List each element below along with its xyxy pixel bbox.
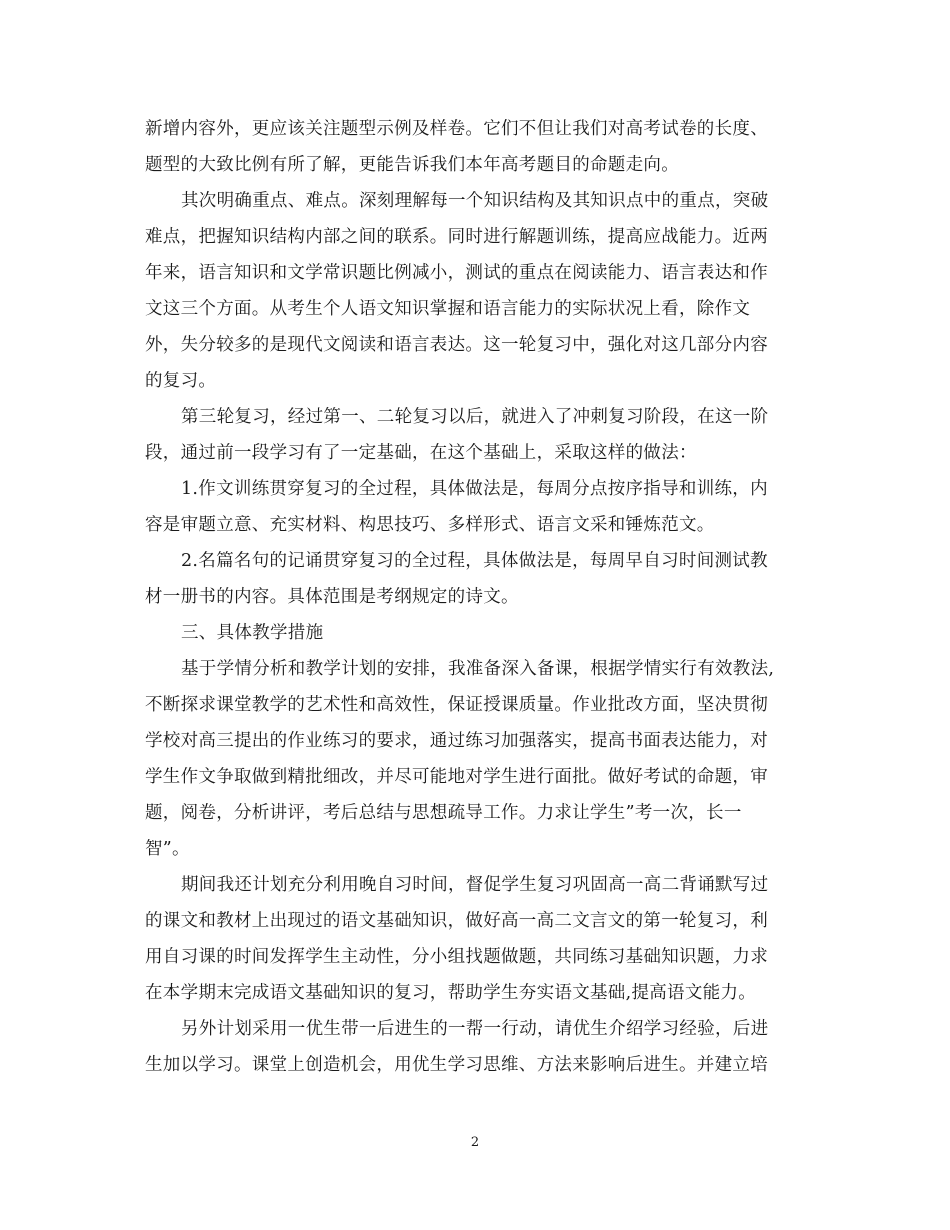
- text-line: 题，阅卷，分析讲评，考后总结与思想疏导工作。力求让学生”考一次，长一: [145, 803, 742, 823]
- text-line: 另外计划采用一优生带一后进生的一帮一行动，请优生介绍学习经验，后进: [181, 1019, 769, 1039]
- text-line: 年来，语言知识和文学常识题比例减小，测试的重点在阅读能力、语言表达和作: [145, 263, 768, 283]
- text-line: 的复习。: [145, 371, 217, 391]
- text-line: 难点，把握知识结构内部之间的联系。同时进行解题训练，提高应战能力。近两: [145, 227, 768, 247]
- text-line: 材一册书的内容。具体范围是考纲规定的诗文。: [145, 587, 519, 607]
- text-line: 用自习课的时间发挥学生主动性，分小组找题做题，共同练习基础知识题，力求: [145, 947, 768, 967]
- text-line: 生加以学习。课堂上创造机会，用优生学习思维、方法来影响后进生。并建立培: [145, 1055, 768, 1075]
- text-line: 容是审题立意、充实材料、构思技巧、多样形式、语言文采和锤炼范文。: [145, 515, 715, 535]
- text-line: 1.作文训练贯穿复习的全过程，具体做法是，每周分点按序指导和训练，内: [181, 479, 768, 499]
- text-line: 学校对高三提出的作业练习的要求，通过练习加强落实，提高书面表达能力，对: [145, 731, 768, 751]
- text-line: 在本学期末完成语文基础知识的复习，帮助学生夯实语文基础,提高语文能力。: [145, 983, 757, 1003]
- text-line: 学生作文争取做到精批细改，并尽可能地对学生进行面批。做好考试的命题，审: [145, 767, 768, 787]
- text-line: 基于学情分析和教学计划的安排，我准备深入备课，根据学情实行有效教法,: [181, 659, 775, 679]
- text-line: 智”。: [145, 839, 190, 859]
- text-line: 文这三个方面。从考生个人语文知识掌握和语言能力的实际状况上看，除作文: [145, 299, 751, 319]
- text-line: 2.名篇名句的记诵贯穿复习的全过程，具体做法是，每周早自习时间测试教: [181, 551, 768, 571]
- text-line: 不断探求课堂教学的艺术性和高效性，保证授课质量。作业批改方面，坚决贯彻: [145, 695, 768, 715]
- text-line: 期间我还计划充分利用晚自习时间，督促学生复习巩固高一高二背诵默写过: [181, 875, 769, 895]
- text-line: 新增内容外，更应该关注题型示例及样卷。它们不但让我们对高考试卷的长度、: [145, 119, 768, 139]
- text-line: 的课文和教材上出现过的语文基础知识，做好高一高二文言文的第一轮复习，利: [145, 911, 768, 931]
- page-number: 2: [470, 1135, 480, 1150]
- text-line: 第三轮复习，经过第一、二轮复习以后，就进入了冲刺复习阶段，在这一阶: [181, 407, 769, 427]
- section-heading: 三、具体教学措施: [181, 623, 324, 643]
- text-line: 段，通过前一段学习有了一定基础，在这个基础上，采取这样的做法：: [145, 443, 697, 463]
- text-line: 外，失分较多的是现代文阅读和语言表达。这一轮复习中，强化对这几部分内容: [145, 335, 768, 355]
- text-line: 题型的大致比例有所了解，更能告诉我们本年高考题目的命题走向。: [145, 155, 679, 175]
- text-line: 其次明确重点、难点。深刻理解每一个知识结构及其知识点中的重点，突破: [181, 191, 769, 211]
